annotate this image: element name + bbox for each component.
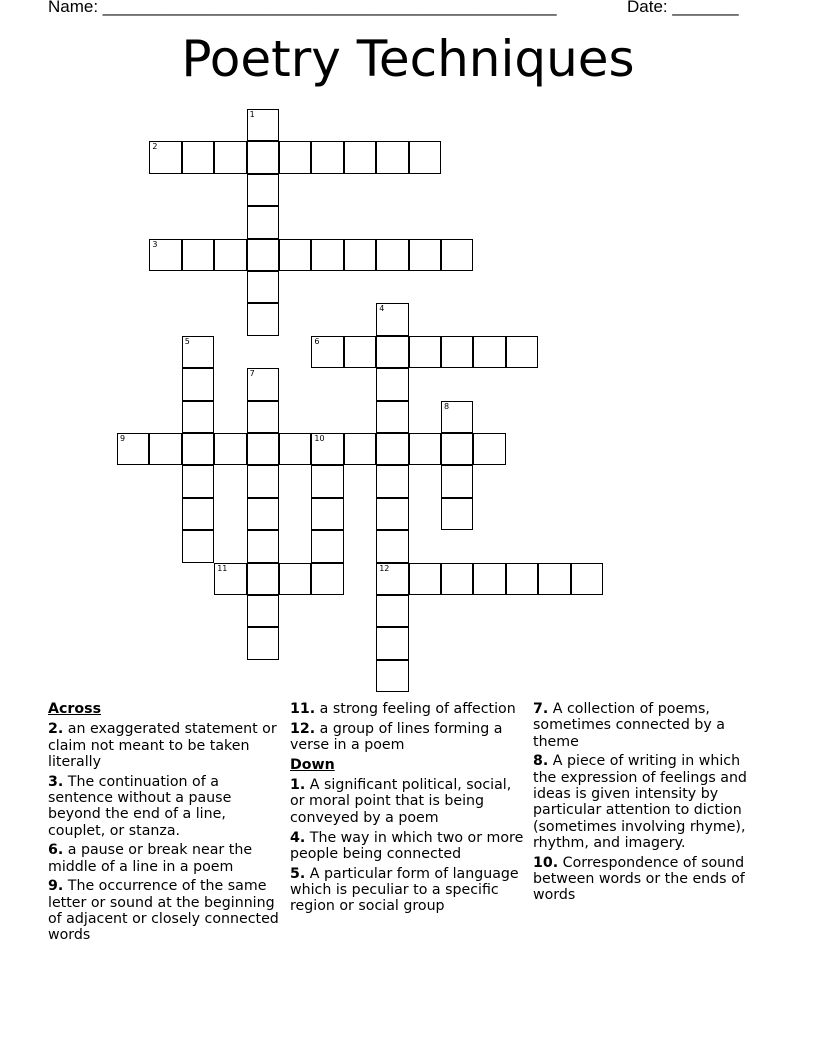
crossword-cell[interactable]: [279, 141, 311, 173]
crossword-cell[interactable]: [473, 563, 505, 595]
crossword-cell[interactable]: [182, 498, 214, 530]
crossword-cell[interactable]: [247, 530, 279, 562]
crossword-cell[interactable]: [247, 433, 279, 465]
crossword-cell[interactable]: [247, 465, 279, 497]
clue-number: 9.: [48, 878, 64, 895]
crossword-cell[interactable]: [376, 465, 408, 497]
crossword-cell[interactable]: [441, 433, 473, 465]
crossword-cell[interactable]: [149, 433, 181, 465]
cell-number: 4: [379, 304, 385, 314]
clue-number: 6.: [48, 842, 64, 859]
cell-number: 10: [314, 434, 325, 443]
clue-across-3: [48, 774, 283, 839]
crossword-cell[interactable]: [409, 563, 441, 595]
crossword-cell[interactable]: [344, 141, 376, 173]
crossword-cell[interactable]: [311, 563, 343, 595]
crossword-cell[interactable]: [247, 563, 279, 595]
cell-number: 1: [249, 110, 255, 119]
crossword-cell[interactable]: [311, 498, 343, 530]
across-heading: Across: [48, 701, 102, 717]
crossword-cell[interactable]: [247, 401, 279, 433]
down-heading: Down: [290, 756, 335, 773]
clue-text: A particular form of language which is peculiar to a specific region or social group: [290, 865, 519, 915]
crossword-cell[interactable]: [214, 433, 246, 465]
crossword-cell[interactable]: [311, 239, 343, 271]
crossword-cell[interactable]: [182, 141, 214, 173]
clue-text: A collection of poems, sometimes connected by a theme: [533, 701, 725, 750]
cell-number: 2: [152, 142, 158, 152]
cell-number: 3: [152, 239, 158, 249]
crossword-cell[interactable]: [247, 271, 279, 303]
crossword-cell[interactable]: [247, 303, 279, 335]
clue-down-5: [290, 866, 525, 915]
cell-number: 6: [314, 336, 320, 346]
crossword-cell[interactable]: [247, 174, 279, 206]
clues-column-3: [533, 701, 763, 907]
crossword-cell[interactable]: [376, 498, 408, 530]
clue-text: A piece of writing in which the expression of feelings and ideas is given intensity by particular attention to diction (sometimes involving rhyme), rhythm, and imagery.: [533, 753, 747, 851]
crossword-cell[interactable]: [441, 465, 473, 497]
clue-number: 7.: [533, 701, 549, 717]
crossword-cell[interactable]: [247, 368, 279, 400]
crossword-cell[interactable]: [441, 401, 473, 433]
crossword-cell[interactable]: [279, 563, 311, 595]
cell-number: 5: [184, 336, 190, 346]
clue-text: an exaggerated statement or claim not meant to be taken literally: [48, 721, 277, 770]
crossword-cell[interactable]: [279, 239, 311, 271]
crossword-cell[interactable]: [214, 563, 246, 595]
crossword-cell[interactable]: [182, 433, 214, 465]
crossword-cell[interactable]: [409, 336, 441, 368]
clue-text: a pause or break near the middle of a line in a poem: [48, 842, 253, 875]
crossword-cell[interactable]: [376, 401, 408, 433]
clue-text: A significant political, social, or moral point that is being conveyed by a poem: [290, 777, 512, 826]
crossword-cell[interactable]: [311, 433, 343, 465]
clues-column-1: [48, 701, 283, 947]
crossword-cell[interactable]: [311, 530, 343, 562]
crossword-cell[interactable]: [376, 530, 408, 562]
crossword-cell[interactable]: [571, 563, 603, 595]
crossword-cell[interactable]: [344, 336, 376, 368]
crossword-cell[interactable]: [506, 336, 538, 368]
cell-number: 11: [217, 563, 228, 573]
crossword-cell[interactable]: [344, 433, 376, 465]
clue-text: a group of lines forming a verse in a poem: [290, 720, 503, 754]
clue-across-11: [290, 701, 525, 717]
crossword-cell[interactable]: [149, 239, 181, 271]
date-field[interactable]: Date: _______: [627, 0, 739, 16]
cell-number: 7: [249, 369, 255, 379]
crossword-cell[interactable]: [182, 336, 214, 368]
clue-number: 8.: [533, 753, 549, 770]
clue-down-7: [533, 701, 763, 750]
crossword-cell[interactable]: [279, 433, 311, 465]
clue-number: 4.: [290, 829, 306, 846]
crossword-cell[interactable]: [182, 239, 214, 271]
clue-text: Correspondence of sound between words or the ends of words: [533, 854, 745, 904]
crossword-cell[interactable]: [441, 336, 473, 368]
crossword-cell[interactable]: [473, 336, 505, 368]
crossword-cell[interactable]: [182, 401, 214, 433]
cell-number: 8: [444, 401, 450, 411]
crossword-cell[interactable]: [376, 563, 408, 595]
crossword-cell[interactable]: [376, 141, 408, 173]
crossword-cell[interactable]: [409, 141, 441, 173]
crossword-cell[interactable]: [473, 433, 505, 465]
clue-text: The continuation of a sentence without a pause beyond the end of a line, couplet, or stanza.: [48, 773, 232, 839]
clue-text: a strong feeling of affection: [319, 701, 516, 717]
clue-across-9: [48, 878, 283, 943]
crossword-cell[interactable]: [441, 498, 473, 530]
crossword-cell[interactable]: [247, 627, 279, 659]
crossword-cell[interactable]: [247, 206, 279, 238]
clue-text: The occurrence of the same letter or sound at the beginning of adjacent or closely connected words: [48, 878, 279, 944]
crossword-cell[interactable]: [182, 465, 214, 497]
crossword-cell[interactable]: [506, 563, 538, 595]
clues-column-2: [290, 701, 525, 918]
clue-number: 5.: [290, 865, 306, 882]
crossword-cell[interactable]: [117, 433, 149, 465]
crossword-cell[interactable]: [376, 433, 408, 465]
crossword-cell[interactable]: [311, 141, 343, 173]
crossword-cell[interactable]: [376, 660, 408, 692]
crossword-cell[interactable]: [214, 239, 246, 271]
clue-across-12: [290, 721, 525, 754]
crossword-cell[interactable]: [376, 303, 408, 335]
clue-across-2: [48, 721, 283, 770]
clue-number: 3.: [48, 773, 64, 790]
crossword-cell[interactable]: [376, 595, 408, 627]
crossword-cell[interactable]: [247, 141, 279, 173]
clue-across-6: [48, 842, 283, 875]
crossword-cell[interactable]: [538, 563, 570, 595]
crossword-cell[interactable]: [247, 498, 279, 530]
cell-number: 12: [379, 563, 390, 573]
name-field[interactable]: Name: ________________________________________________: [48, 0, 557, 16]
crossword-cell[interactable]: [409, 239, 441, 271]
clue-number: 12.: [290, 720, 316, 737]
clue-number: 10.: [533, 854, 559, 871]
crossword-cell[interactable]: [344, 239, 376, 271]
clue-down-1: [290, 777, 525, 826]
clue-down-4: [290, 830, 525, 863]
clue-down-8: [533, 753, 763, 851]
crossword-cell[interactable]: [311, 336, 343, 368]
page-title: Poetry Techniques: [181, 30, 635, 88]
crossword-cell[interactable]: [182, 530, 214, 562]
crossword-cell[interactable]: [247, 239, 279, 271]
clue-text: The way in which two or more people being connected: [290, 829, 524, 862]
crossword-cell[interactable]: [214, 141, 246, 173]
clue-number: 1.: [290, 777, 306, 794]
cell-number: 9: [120, 434, 126, 443]
crossword-cell[interactable]: [376, 627, 408, 659]
crossword-cell[interactable]: [311, 465, 343, 497]
crossword-cell[interactable]: [376, 336, 408, 368]
crossword-cell[interactable]: [376, 239, 408, 271]
clue-down-10: [533, 855, 763, 904]
clue-number: 11.: [290, 701, 316, 717]
crossword-cell[interactable]: [182, 368, 214, 400]
crossword-cell[interactable]: [441, 239, 473, 271]
clue-number: 2.: [48, 721, 64, 738]
crossword-cell[interactable]: [409, 433, 441, 465]
crossword-cell[interactable]: [376, 368, 408, 400]
crossword-cell[interactable]: [247, 109, 279, 141]
crossword-cell[interactable]: [247, 595, 279, 627]
crossword-cell[interactable]: [441, 563, 473, 595]
crossword-cell[interactable]: [149, 141, 181, 173]
